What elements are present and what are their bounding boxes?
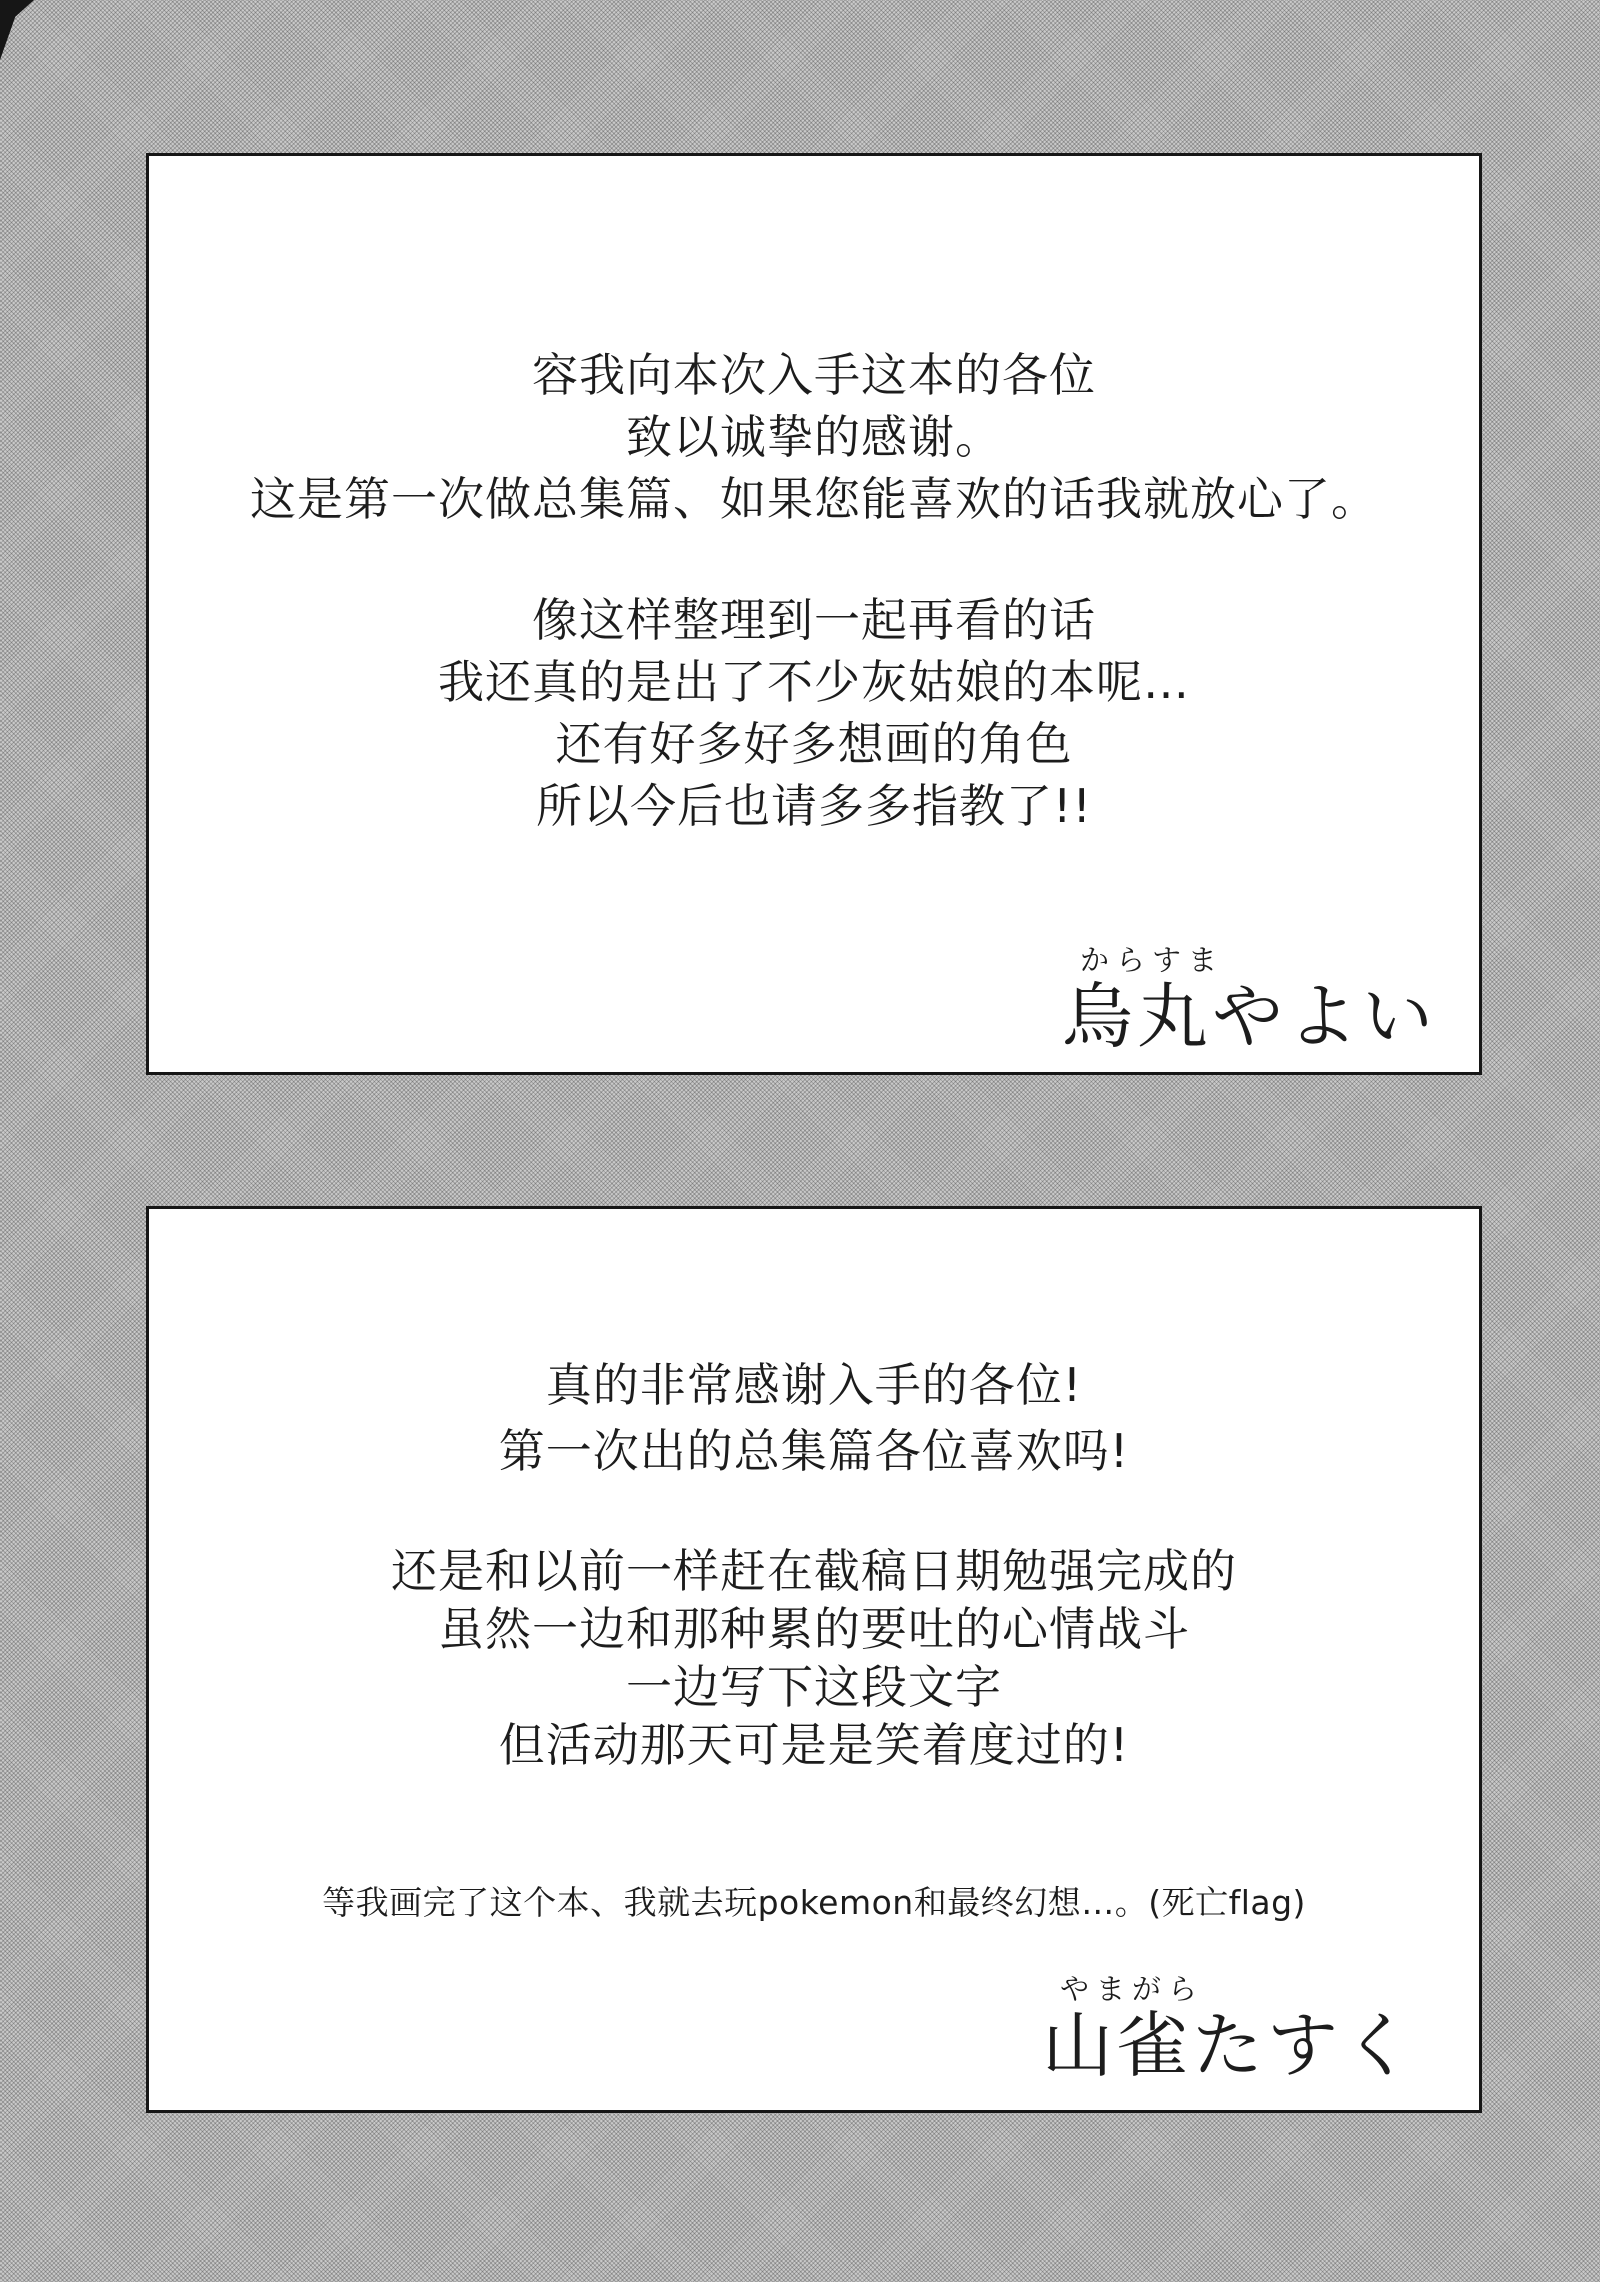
text-line: 虽然一边和那种累的要吐的心情战斗 (438, 1602, 1190, 1656)
text-line: 但活动那天可是是笑着度过的! (498, 1718, 1130, 1772)
comment-paragraph-top (149, 589, 1479, 837)
text-line: 我还真的是出了不少灰姑娘的本呢… (438, 655, 1190, 709)
afterword-card-bottom (146, 1206, 1482, 2113)
scan-artifact-corner (0, 0, 34, 60)
signature-name: 山雀たすく (1041, 2004, 1417, 2087)
signature-karasuma-yayoi (1061, 938, 1437, 1058)
text-line: 致以诚挚的感谢。 (626, 410, 1002, 464)
text-line: 还有好多好多想画的角色 (555, 717, 1073, 771)
signature-furigana: からすま (1079, 943, 1224, 977)
signature-yamagara-tasuku (1041, 1967, 1417, 2087)
text-line: 像这样整理到一起再看的话 (532, 593, 1096, 647)
thanks-paragraph-top (149, 344, 1479, 530)
text-line: 还是和以前一样赶在截稿日期勉强完成的 (391, 1544, 1237, 1598)
text-line: 第一次出的总集篇各位喜欢吗! (498, 1424, 1130, 1478)
postscript-note: 等我画完了这个本、我就去玩pokemon和最终幻想…。(死亡flag) (322, 1883, 1306, 1922)
text-line: 容我向本次入手这本的各位 (532, 348, 1096, 402)
text-line: 一边写下这段文字 (626, 1660, 1002, 1714)
text-line: 所以今后也请多多指教了!! (536, 779, 1092, 833)
afterword-card-top (146, 153, 1482, 1075)
signature-name: 烏丸やよい (1061, 975, 1437, 1058)
text-line: 这是第一次做总集篇、如果您能喜欢的话我就放心了。 (250, 472, 1378, 526)
comment-paragraph-bottom (149, 1542, 1479, 1774)
text-line: 真的非常感谢入手的各位! (545, 1358, 1083, 1412)
thanks-paragraph-bottom (149, 1352, 1479, 1484)
signature-furigana: やまがら (1059, 1972, 1204, 2006)
